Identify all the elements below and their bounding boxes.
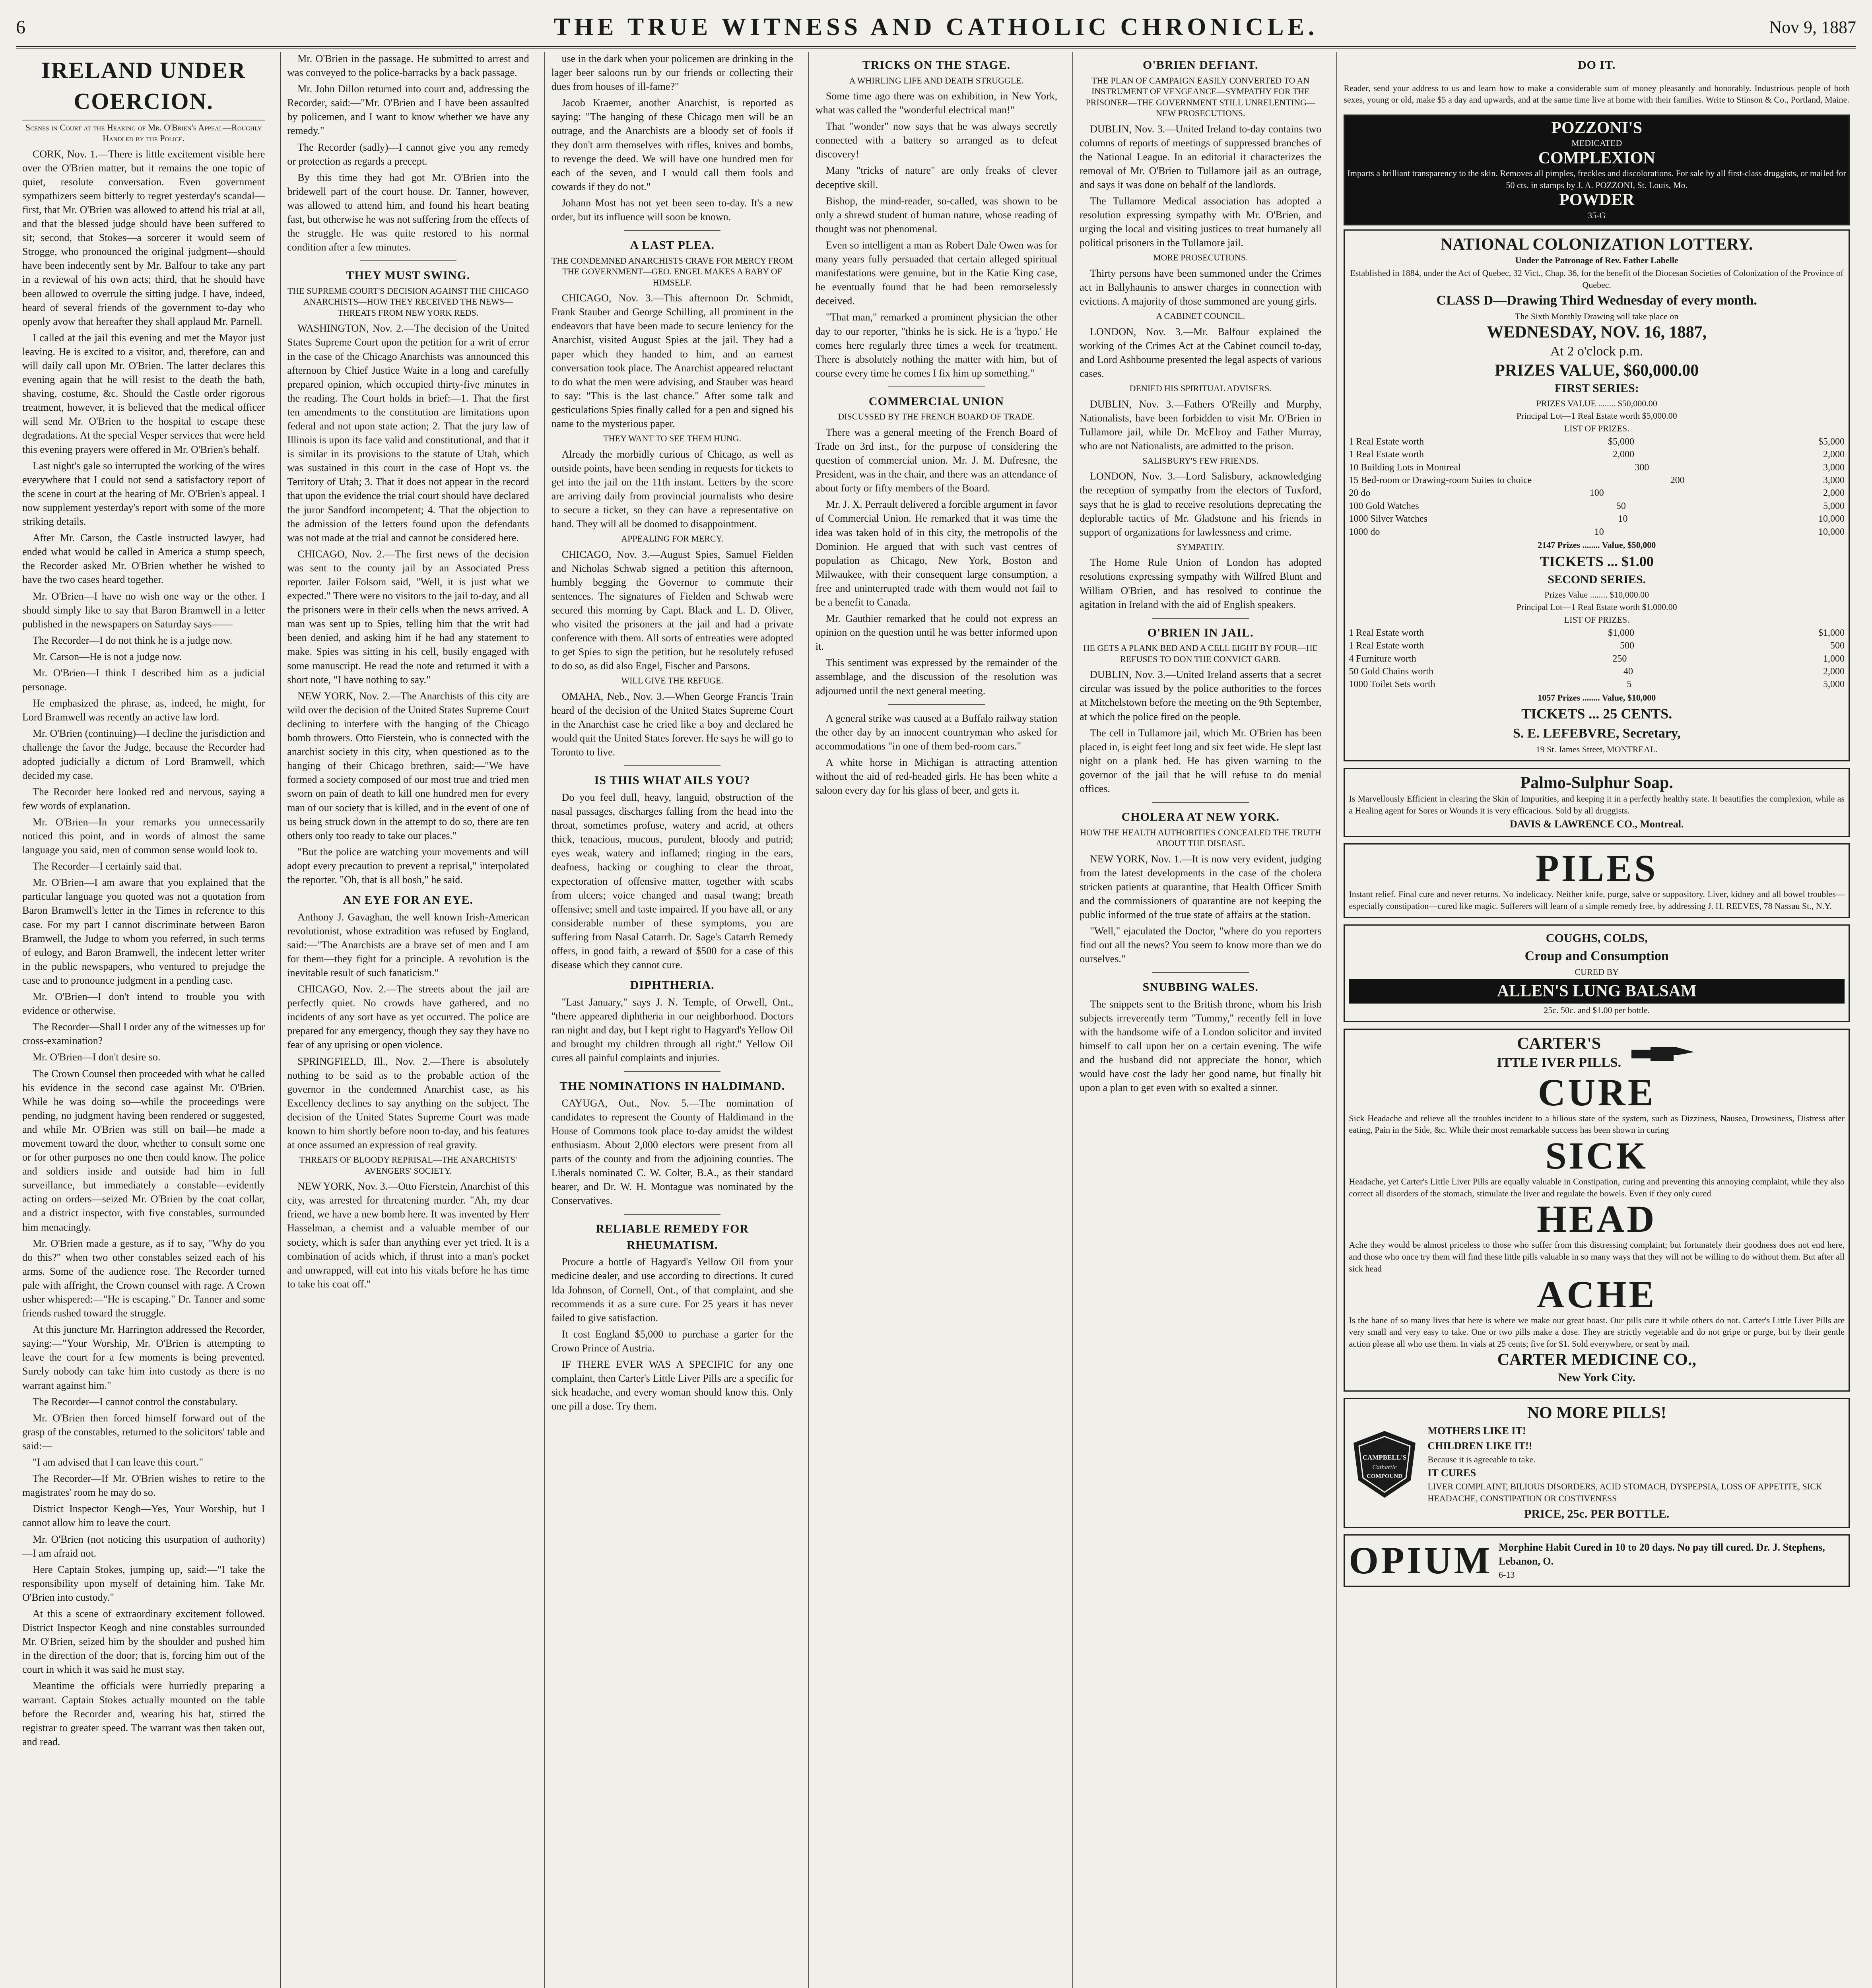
paragraph: "I am advised that I can leave this court." xyxy=(33,1456,204,1468)
article-body xyxy=(287,52,529,254)
piles-ad xyxy=(1344,843,1850,918)
paragraph: Mr. O'Brien—I am aware that you explained that the particular language you quoted was not a quotation from Baron Bramwell's letter in the Times in reference to this case. For my part I cannot discriminate between Baron Bramwell, the Judge to whom you referred, in such terms of eulogy, and Baron Bramwell, the indecent letter writer in the public newspapers, who ventured to prejudge the case and to pronounce judgment in a pending case. xyxy=(22,877,265,986)
campbells-shield-logo-icon xyxy=(1349,1429,1420,1500)
prize-label: 1 Real Estate worth xyxy=(1349,641,1424,651)
article-body xyxy=(1080,555,1321,611)
paragraph: The Recorder—I cannot control the constabulary. xyxy=(33,1396,238,1408)
paragraph: Here Captain Stokes, jumping up, said:—"I take the responsibility upon myself of detaining him. Take Mr. O'Brien into custody." xyxy=(22,1563,265,1603)
article-body xyxy=(816,425,1057,698)
prize-each: 5 xyxy=(1627,679,1632,690)
carter-ache: ACHE xyxy=(1537,1273,1657,1316)
paragraph: I called at the jail this evening and met the Mayor just leaving. He is excited to a visitor, and, therefore, can and will daily call upon Mr. O'Brien. The latter declares this evening again that he will resist to the death the bath, shaving, costume, &c. Should the Castle order rigorous treatment, however, it is believed that the medical officer will send Mr. O'Brien to the hospital to escape these degradations. At the special Vesper services that were held this evening prayers were offered in Mr. O'Brien's behalf. xyxy=(22,332,265,455)
subheadline: A WHIRLING LIFE AND DEATH STRUGGLE. xyxy=(849,75,1024,85)
prize-total: 2,000 xyxy=(1823,449,1845,460)
paragraph: The Tullamore Medical association has adopted a resolution expressing sympathy with Mr. O'Brien, and urging the local and visiting justices to treat humanely all political prisoners in the Tullamore jail. xyxy=(1080,195,1322,249)
subheadline: SYMPATHY. xyxy=(1177,542,1224,552)
divider xyxy=(624,1214,720,1215)
prize-label: 15 Bed-room or Drawing-room Suites to choice xyxy=(1349,475,1532,486)
advertisement-column xyxy=(1336,52,1856,1988)
prize-row xyxy=(1349,652,1845,665)
column-5 xyxy=(1072,52,1328,1988)
paragraph: Already the morbidly curious of Chicago, as well as outside points, have been sending in requests for tickets to get into the jail on the 11th instant. Letters by the score are arriving daily from provincial journalists who desire to secure a ticket, so they can have a representative on hand. They will all be doomed to disappointment. xyxy=(551,448,793,530)
paragraph: CAYUGA, Out., Nov. 5.—The nomination of candidates to represent the County of Haldimand in the House of Commons took place to-day amidst the wildest enthusiasm. About 2,000 electors were present from all parts of the county and from the adjoining counties. The Liberals nominated C. W. Colter, B.A., as their standard bearer, and Dr. W. H. Montague was nominated by the Conservatives. xyxy=(551,1097,793,1207)
logo-text-1: CAMPBELL'S xyxy=(1363,1453,1407,1461)
prize-each: 250 xyxy=(1612,653,1627,664)
prize-each: 500 xyxy=(1620,641,1635,651)
paragraph: The Recorder—I certainly said that. xyxy=(33,860,182,872)
paragraph: Mr. O'Brien—I don't desire so. xyxy=(33,1051,161,1063)
lottery-prizes: PRIZES VALUE, $60,000.00 xyxy=(1495,361,1699,380)
prize-label: 100 Gold Watches xyxy=(1349,501,1419,511)
divider xyxy=(624,230,720,231)
lottery-total-1: 2147 Prizes ........ Value, $50,000 xyxy=(1538,540,1656,550)
do-it-text: Reader, send your address to us and learn how to make a considerable sum of money pleasantly and honorably. Industrious people of both sexes, young or old, make $5 a day and upwards, and at the same time live at home with their families. Write to Stinson & Co., Portland, Maine. xyxy=(1344,83,1850,105)
prize-row xyxy=(1349,513,1845,525)
campbells-cathartic-ad xyxy=(1344,1398,1850,1528)
headline-rheumatism: RELIABLE REMEDY FOR RHEUMATISM. xyxy=(596,1222,749,1252)
article-body xyxy=(816,89,1057,380)
prize-total: 500 xyxy=(1830,641,1845,651)
subheadline: HOW THE HEALTH AUTHORITIES CONCEALED THE TRUTH ABOUT THE DISEASE. xyxy=(1080,827,1321,848)
paragraph: Last night's gale so interrupted the working of the wires everywhere that I could not send a satisfactory report of the scene in court at the hearing of Mr. O'Brien's appeal. I now supplement yesterday's report with some of the more striking details. xyxy=(22,460,265,528)
carter-brand: CARTER'S xyxy=(1517,1034,1601,1053)
paragraph: Many "tricks of nature" are only freaks of clever deceptive skill. xyxy=(815,165,1058,190)
paragraph: DUBLIN, Nov. 3.—United Ireland asserts that a secret circular was issued by the police authorities to the forces at Mitchelstown before the meeting on the 9th September, at which the police fired on the people. xyxy=(1080,669,1322,722)
subheadline: A CABINET COUNCIL. xyxy=(1156,311,1245,321)
prize-each: 50 xyxy=(1616,501,1626,511)
carter-company: CARTER MEDICINE CO., xyxy=(1497,1350,1696,1369)
divider xyxy=(624,1071,720,1072)
prize-label: 50 Gold Chains worth xyxy=(1349,666,1434,677)
article-body xyxy=(1080,469,1321,539)
paragraph: Mr. Gauthier remarked that he could not express an opinion on the question until he was better informed upon it. xyxy=(815,613,1058,652)
lottery-series-2: SECOND SERIES. xyxy=(1548,573,1646,586)
headline-cholera: CHOLERA AT NEW YORK. xyxy=(1121,810,1280,824)
pozzoni-code: 35-G xyxy=(1588,210,1606,220)
paragraph: CHICAGO, Nov. 2.—The streets about the jail are perfectly quiet. No crowds have gathered, and no incidents of any sort have as yet occurred. The police are prepared for any emergency, though they say they have no fear of any uprising or open violence. xyxy=(287,983,529,1051)
paragraph: The snippets sent to the British throne, whom his Irish subjects irreverently term "Tummy," recently fell in love with the handsome wife of a London solicitor and invited himself to call upon her on a certain evening. The wife and the husband did not appreciate the honor, which would have cost the lady her good name, but finally hit upon a plan to get even with so exalted a sinner. xyxy=(1080,998,1322,1094)
paragraph: Some time ago there was on exhibition, in New York, what was called the "wonderful electrical man!" xyxy=(815,90,1058,116)
pozzoni-name: POZZONI'S xyxy=(1551,118,1643,137)
prize-row xyxy=(1349,627,1845,639)
headline-obrien-defiant: O'BRIEN DEFIANT. xyxy=(1143,58,1258,72)
opium-cure-ad xyxy=(1344,1534,1850,1587)
column-4 xyxy=(808,52,1064,1988)
paragraph: Even so intelligent a man as Robert Dale Owen was for many years fully persuaded that certain alleged spiritual manifestations were genuine, but in the Katie King case, he eventually found that he had been remorselessly deceived. xyxy=(815,239,1058,307)
paragraph: "Well," ejaculated the Doctor, "where do you reporters find out all the news? You seem to know more than we do ourselves." xyxy=(1080,925,1322,965)
column-2 xyxy=(280,52,535,1988)
prize-total: 10,000 xyxy=(1818,526,1845,537)
palmo-maker: DAVIS & LAWRENCE CO., Montreal. xyxy=(1509,818,1684,830)
lottery-secretary: S. E. LEFEBVRE, Secretary, xyxy=(1513,726,1681,741)
page-number: 6 xyxy=(16,16,25,38)
article-body xyxy=(552,1096,793,1208)
prize-row xyxy=(1349,500,1845,513)
lottery-est: Established in 1884, under the Act of Quebec, 32 Vict., Chap. 36, for the benefit of the Diocesan Societies of Colonization of the Province of Quebec. xyxy=(1350,268,1844,290)
paragraph: The Home Rule Union of London has adopted resolutions expressing sympathy with Wilfred Blunt and William O'Brien, and has resolved to continue the agitation in Ireland with the aid of English speakers. xyxy=(1080,557,1322,610)
article-body xyxy=(1080,668,1321,796)
paragraph: NEW YORK, Nov. 2.—The Anarchists of this city are wild over the decision of the United States Supreme Court declining to interfere with the hanging of the Chicago bomb throwers. Otto Fierstein, who is connected with the anarchist society in this city, when questioned as to the hanging of their Chicago brethren, said:—"We have formed a society composed of our most true and tried men sworn on pain of death to kill one hundred men for every man of our society that is killed, and in the event of one of us being struck down in the attempt to do so, there are ten others only too ready to take our places." xyxy=(287,690,529,841)
paragraph: At this juncture Mr. Harrington addressed the Recorder, saying:—"Your Worship, Mr. O'Brien is attempting to leave the court for a few moments is being prevented. Surely nobody can take him into custody as there is no warrant against him." xyxy=(22,1324,265,1391)
prize-label: 10 Building Lots in Montreal xyxy=(1349,462,1461,473)
prize-row xyxy=(1349,461,1845,474)
prize-row xyxy=(1349,678,1845,691)
paragraph: CORK, Nov. 1.—There is little excitement visible here over the O'Brien matter, but it remains the one topic of quiet, resolute conversation. Even government sympathizers seem bitterly to regret yesterday's scandal—first, that Mr. O'Brien was allowed to attend his trial at all, and that the blessed judge should have been suffered to sit; second, that Stokes—a sorcerer it would seem of Strogge, who pronounced the original judgment—should have been indecently sent by Mr. Balfour to take any part in a reviewal of his own acts; third, that he should have been allowed to overrule the sitting judge. I have, indeed, heard of several friends of the government to-day who openly avow that hereafter they shall applaud Mr. Parnell. xyxy=(22,148,265,327)
paragraph: The Recorder—I do not think he is a judge now. xyxy=(33,634,233,646)
divider xyxy=(1152,618,1249,619)
column-3 xyxy=(544,52,800,1988)
lottery-list-title-2: LIST OF PRIZES. xyxy=(1564,615,1629,625)
prize-row xyxy=(1349,487,1845,499)
prize-row xyxy=(1349,448,1845,461)
subheadline: SALISBURY'S FEW FRIENDS. xyxy=(1142,455,1259,466)
article-body xyxy=(552,689,793,759)
palmo-title: Palmo-Sulphur Soap. xyxy=(1520,773,1673,792)
headline-what-ails-you: IS THIS WHAT AILS YOU? xyxy=(594,774,750,787)
palmo-body: Is Marvellously Efficient in clearing the Skin of Impurities, and keeping it in a perfectly healthy state. It beautifies the complexion, while as a Healing agent for Sores or Wounds it is very efficacious. Sold by all druggists. xyxy=(1349,793,1845,815)
carter-sick: SICK xyxy=(1545,1134,1649,1177)
lottery-total-2: 1057 Prizes ........ Value, $10,000 xyxy=(1538,692,1656,703)
article-body xyxy=(552,447,793,531)
article-body xyxy=(1080,122,1321,250)
pozzoni-word: COMPLEXION xyxy=(1538,149,1655,167)
paragraph: CHICAGO, Nov. 2.—The first news of the decision was sent to the county jail by an Associated Press reporter. Jailer Folsom said, "Well, it is just what we expected." There were no visitors to the jail to-day, and all the prisoners were in their cells when the news arrived. A man was sent up to Spies, telling him that the writ had been denied, and asking him if he had any statement to make. Spies was sitting in his cell, busily engaged with some manuscript. He read the note and returned it with a short note, "I have nothing to say." xyxy=(287,548,529,685)
divider xyxy=(624,765,720,766)
allen-line-3: CURED BY xyxy=(1575,967,1619,977)
subheadline: THE SUPREME COURT'S DECISION AGAINST THE CHICAGO ANARCHISTS—HOW THEY RECEIVED THE NEWS—THREATS FROM NEW YORK REDS. xyxy=(287,285,529,318)
paragraph: WASHINGTON, Nov. 2.—The decision of the United States Supreme Court upon the petition for a writ of error in the case of the Chicago Anarchists was announced this afternoon by Chief Justice Waite in a long and carefully prepared opinion, which occupied thirty-five minutes in the reading. The Court holds in brief:—1. That the first ten amendments to the constitution are limitations upon federal and not upon state action; 2. That the jury law of Illinois is upon its face valid and constitutional, and that it is similar in its provisions to the statute of Utah, which was sustained in this court in the case of Hopt vs. the Territory of Utah; 3. That it does not appear in the record that upon the evidence the trial court should have declared the juror Sandford incompetent; 4. That the objection to the admission of the letters found upon the defendants was not made at the trial and cannot be considered here. xyxy=(287,322,529,544)
prize-row xyxy=(1349,526,1845,538)
paragraph: CHICAGO, Nov. 3.—This afternoon Dr. Schmidt, Frank Stauber and George Schilling, all prominent in the endeavors that have been made to secure leniency for the Anarchist, visited August Spies at the jail. They had a paper which they handed to him, and an earnest conversation took place. The Anarchist appeared reluctant to do what the men were advising, and Stauber was heard to say: "This is the last chance." After some talk and gesticulations Spies finally called for a pen and signed his name to the mysterious paper. xyxy=(551,292,793,429)
prize-list-1 xyxy=(1349,435,1845,538)
prize-label: 20 do xyxy=(1349,488,1371,499)
subheadline: THE CONDEMNED ANARCHISTS CRAVE FOR MERCY FROM THE GOVERNMENT—GEO. ENGEL MAKES A BABY OF HIMSELF. xyxy=(551,255,793,287)
article-body xyxy=(552,790,793,972)
lottery-date: WEDNESDAY, NOV. 16, 1887, xyxy=(1487,323,1707,342)
paragraph: CHICAGO, Nov. 3.—August Spies, Samuel Fielden and Nicholas Schwab signed a petition this afternoon, humbly begging the Governor to commute their sentences. The signatures of Fielden and Schwab were secured this morning by Capt. Black and L. D. Oliver, who visited the prisoners at the jail and had a private conference with them. All sorts of entreaties were adopted to get Spies to sign the petition, but he resolutely refused to do so, as did also Engel, Fischer and Parsons. xyxy=(551,548,793,672)
pointing-hand-icon xyxy=(1629,1039,1697,1067)
newspaper-title: THE TRUE WITNESS AND CATHOLIC CHRONICLE. xyxy=(553,13,1319,41)
prize-total: $1,000 xyxy=(1818,627,1845,638)
lottery-tickets-2: TICKETS ... 25 CENTS. xyxy=(1521,706,1672,722)
divider xyxy=(360,260,456,261)
campbell-line-3: Because it is agreeable to take. xyxy=(1427,1454,1536,1464)
prize-label: 1000 do xyxy=(1349,526,1380,537)
opium-body: Morphine Habit Cured in 10 to 20 days. No pay till cured. Dr. J. Stephens, Lebanon, O. xyxy=(1499,1541,1825,1567)
prize-total: $5,000 xyxy=(1818,436,1845,447)
lottery-ad xyxy=(1344,229,1850,761)
article-body xyxy=(816,711,1057,798)
campbell-line-5: LIVER COMPLAINT, BILIOUS DISORDERS, ACID STOMACH, DYSPEPSIA, LOSS OF APPETITE, SICK HEADACHE, CONSTIPATION OR COSTIVENESS xyxy=(1427,1481,1822,1504)
headline-eye-for-eye: AN EYE FOR AN EYE. xyxy=(343,893,474,907)
paragraph: DUBLIN, Nov. 3.—Fathers O'Reilly and Murphy, Nationalists, have been forbidden to visit Mr. O'Brien in Tullamore jail, while Dr. McElroy and Father Murray, who are not Nationalists, are admitted to the prison. xyxy=(1080,398,1322,452)
article-body xyxy=(1080,997,1321,1095)
subheadline: THREATS OF BLOODY REPRISAL—THE ANARCHISTS' AVENGERS' SOCIETY. xyxy=(299,1155,517,1176)
prize-row xyxy=(1349,435,1845,448)
carter-cure: CURE xyxy=(1538,1071,1656,1114)
paragraph: use in the dark when your policemen are drinking in the lager beer saloons run by our friends or collecting their dues from houses of ill-fame?" xyxy=(551,53,793,93)
divider xyxy=(1152,802,1249,803)
carter-ache-text: Is the bane of so many lives that here is where we make our great boast. Our pills cure it while others do not. Carter's Little Liver Pills are very small and very easy to take. One or two pills make a dose. They are strictly vegetable and do not gripe or purge, but by their gentle action please all who use them. In vials at 25 cents; five for $1. Sold everywhere, or sent by mail. xyxy=(1349,1315,1845,1349)
lottery-series-1: FIRST SERIES: xyxy=(1554,382,1639,395)
lottery-p3: Prizes Value ........ $10,000.00 xyxy=(1544,589,1649,600)
lottery-list-title: LIST OF PRIZES. xyxy=(1564,423,1629,434)
subheadline: THEY WANT TO SEE THEM HUNG. xyxy=(603,433,742,444)
article-body xyxy=(552,547,793,673)
paragraph: Mr. O'Brien made a gesture, as if to say, "Why do you do this?" when two other constables seized each of his arms. Some of the audience rose. The Recorder turned pale with affright, the Crown counsel with rage. A Crown usher whispered:—"He is escaping." Dr. Tanner and some friends rushed toward the struggle. xyxy=(22,1237,265,1319)
pozzoni-kind: MEDICATED xyxy=(1571,138,1622,148)
paragraph: He emphasized the phrase, as, indeed, he might, for Lord Bramwell was recently an active law lord. xyxy=(22,697,265,723)
prize-label: 1 Real Estate worth xyxy=(1349,436,1424,447)
paragraph: Mr. J. X. Perrault delivered a forcible argument in favor of Commercial Union. He remarked that it was time the idea was taken hold of in this city, the metropolis of the Dominion. He argued that with such vast centres of population as Chicago, New York, Boston and Milwaukee, with their consequent large consumption, a free and uninterrupted trade with them would not fail to be a benefit to Canada. xyxy=(815,499,1058,608)
lottery-class: CLASS D—Drawing Third Wednesday of every month. xyxy=(1436,293,1757,308)
prize-row xyxy=(1349,665,1845,678)
article-body xyxy=(1080,325,1321,381)
prize-each: $1,000 xyxy=(1608,627,1635,638)
prize-label: 4 Furniture worth xyxy=(1349,653,1416,664)
prize-each: 200 xyxy=(1670,475,1685,486)
opium-word: OPIUM xyxy=(1349,1539,1493,1582)
prize-total: 2,000 xyxy=(1823,488,1845,499)
allen-line-5: 25c. 50c. and $1.00 per bottle. xyxy=(1544,1005,1650,1015)
article-body xyxy=(552,1255,793,1413)
headline-last-plea: A LAST PLEA. xyxy=(630,239,715,252)
campbell-price: PRICE, 25c. PER BOTTLE. xyxy=(1524,1507,1670,1520)
headline-obrien-in-jail: O'BRIEN IN JAIL. xyxy=(1147,626,1254,639)
paragraph: Mr. O'Brien then forced himself forward out of the grasp of the constables, returned to the solicitors' table and said:— xyxy=(22,1412,265,1452)
columns xyxy=(16,52,1856,1988)
paragraph: By this time they had got Mr. O'Brien into the bridewell part of the court house. Dr. Tanner, however, was allowed to attend him, and found his heart beating fast, but otherwise he was not suffering from the effects of the struggle. He was quite restored to his normal condition after a few minutes. xyxy=(287,171,529,253)
headline-snubbing-wales: SNUBBING WALES. xyxy=(1142,980,1258,994)
subheadline: MORE PROSECUTIONS. xyxy=(1153,252,1248,263)
lottery-p4: Principal Lot—1 Real Estate worth $1,000.00 xyxy=(1516,602,1677,612)
carter-brand-2: ITTLE IVER PILLS. xyxy=(1497,1055,1621,1070)
paragraph: Jacob Kraemer, another Anarchist, is reported as saying: "The hanging of these Chicago men will be an outrage, and the Anarchists are a bloody set of fools if they don't arm themselves with rifles, knives and bombs, to revenge the deed. We will have one hundred men for each of the seven, and I would call them fools and cowards if they do not." xyxy=(551,97,793,192)
headline-do-it: DO IT. xyxy=(1577,58,1616,72)
prize-total: 1,000 xyxy=(1823,653,1845,664)
prize-label: 1 Real Estate worth xyxy=(1349,449,1424,460)
prize-each: $5,000 xyxy=(1608,436,1635,447)
article-body xyxy=(22,147,265,1749)
headline-ireland-under-coercion: IRELAND UNDER COERCION. xyxy=(22,55,265,120)
paragraph: A white horse in Michigan is attracting attention without the aid of red-headed girls. He has been white a saloon every day for his glass of beer, and gets it. xyxy=(815,756,1058,796)
paragraph: District Inspector Keogh—Yes, Your Worship, but I cannot allow him to leave the court. xyxy=(22,1503,265,1529)
subheadline: THE PLAN OF CAMPAIGN EASILY CONVERTED TO AN INSTRUMENT OF VENGEANCE—SYMPATHY FOR THE PRISONER—THE GOVERNMENT STILL UNRELENTING—NEW PROSECUTIONS. xyxy=(1086,75,1316,118)
allens-lung-balsam-ad xyxy=(1344,924,1850,1022)
paragraph: IF THERE EVER WAS A SPECIFIC for any one complaint, then Carter's Little Liver Pills are a specific for sick headache, and every woman should know this. Only one pill a dose. Try them. xyxy=(551,1359,793,1412)
paragraph: At this a scene of extraordinary excitement followed. District Inspector Keogh and nine constables surrounded Mr. O'Brien, seized him by the shoulder and pushed him in the direction of the door; that is, forcing him out of the court in which it was said he must stay. xyxy=(22,1607,265,1675)
issue-date: Nov 9, 1887 xyxy=(1769,17,1856,37)
article-body xyxy=(287,1179,529,1291)
prize-each: 10 xyxy=(1618,514,1628,524)
prize-label: 1000 Toilet Sets worth xyxy=(1349,679,1435,690)
subheadline: WILL GIVE THE REFUGE. xyxy=(621,676,724,686)
prize-each: 40 xyxy=(1623,666,1633,677)
subheadline: APPEALING FOR MERCY. xyxy=(621,534,724,544)
opium-code: 6-13 xyxy=(1499,1570,1515,1580)
prize-row xyxy=(1349,474,1845,487)
headline-they-must-swing: THEY MUST SWING. xyxy=(346,269,470,282)
carters-pills-ad xyxy=(1344,1029,1850,1392)
pozzoni-tag: Imparts a brilliant transparency to the skin. Removes all pimples, freckles and discolorations. For sale by all first-class druggists, or mailed for 50 cts. in stamps by J. A. POZZONI, St. Louis, Mo. xyxy=(1347,168,1846,190)
campbell-line-2: CHILDREN LIKE IT!! xyxy=(1427,1440,1532,1452)
prize-total: 5,000 xyxy=(1823,679,1845,690)
paragraph: Mr. O'Brien—I have no wish one way or the other. I should simply like to say that Baron Bramwell in a letter published in the newspapers on Saturday says—— xyxy=(22,590,265,630)
paragraph: The Recorder—If Mr. O'Brien wishes to retire to the magistrates' room he may do so. xyxy=(22,1473,265,1499)
prize-row xyxy=(1349,639,1845,652)
lottery-address: 19 St. James Street, MONTREAL. xyxy=(1536,744,1658,754)
paragraph: "But the police are watching your movements and will adopt every precaution to prevent a reprisal," interpolated the reporter. "Oh, that is all bosh," he said. xyxy=(287,846,529,885)
paragraph: Mr. O'Brien (not noticing this usurpation of authority)—I am afraid not. xyxy=(22,1533,265,1559)
logo-text-3: COMPOUND xyxy=(1367,1473,1403,1479)
pozzoni-word2: POWDER xyxy=(1559,191,1635,210)
paragraph: Mr. O'Brien—I don't intend to trouble you with evidence or otherwise. xyxy=(22,991,265,1017)
prize-label: 1000 Silver Watches xyxy=(1349,514,1428,524)
divider xyxy=(888,704,985,705)
article-body xyxy=(287,321,529,887)
paragraph: There was a general meeting of the French Board of Trade on 3rd inst., for the purpose of considering the question of commercial union. Mr. J. M. Dufresne, the President, was in the chair, and there was an attendance of about forty or fifty members of the Board. xyxy=(815,426,1058,494)
lottery-title: NATIONAL COLONIZATION LOTTERY. xyxy=(1440,235,1753,254)
prize-total: 3,000 xyxy=(1823,475,1845,486)
allen-line-2: Croup and Consumption xyxy=(1524,949,1669,964)
paragraph: "Last January," says J. N. Temple, of Orwell, Ont., "there appeared diphtheria in our neighborhood. Doctors ran night and day, but I kept right to Hagyard's Yellow Oil and brought my children through all right." Yellow Oil cures all painful complaints and injuries. xyxy=(551,996,793,1064)
carter-sick-text: Headache, yet Carter's Little Liver Pills are equally valuable in Constipation, curing and preventing this annoying complaint, while they also correct all disorders of the stomach, stimulate the liver and regulate the bowels. Even if they only cured xyxy=(1349,1176,1845,1198)
paragraph: Johann Most has not yet been seen to-day. It's a new order, but its influence will soon be known. xyxy=(551,197,793,223)
allen-line-4: ALLEN'S LUNG BALSAM xyxy=(1349,979,1845,1004)
paragraph: DUBLIN, Nov. 3.—United Ireland to-day contains two columns of reports of meetings of suppressed branches of the National League. In an editorial it characterizes the removal of Mr. O'Brien to Tullamore jail as an outrage, and says it was done on behalf of the landlords. xyxy=(1080,123,1322,190)
paragraph: OMAHA, Neb., Nov. 3.—When George Francis Train heard of the decision of the United States Supreme Court in the Anarchist case he cried like a boy and declared he would quit the United States forever. He says he will go to Toronto to live. xyxy=(551,690,793,758)
paragraph: Mr. Carson—He is not a judge now. xyxy=(33,650,182,662)
headline-nominations: THE NOMINATIONS IN HALDIMAND. xyxy=(559,1079,785,1093)
article-body xyxy=(287,910,529,1152)
paragraph: NEW YORK, Nov. 1.—It is now very evident, judging from the latest developments in the case of the cholera stricken patients at quarantine, that Health Officer Smith and the commissioners of quarantine are not keeping the public informed of the true state of affairs at the station. xyxy=(1080,853,1322,920)
piles-body: Instant relief. Final cure and never returns. No indelicacy. Neither knife, purge, salve or suppository. Liver, kidney and all bowel troubles—especially constipation—cured like magic. Sufferers will learn of a simple remedy free, by addressing J. H. REEVES, 78 Nassau St., N.Y. xyxy=(1349,889,1845,911)
subheadline: Scenes in Court at the Hearing of Mr. O'Brien's Appeal—Roughly Handled by the Police. xyxy=(25,122,262,144)
paragraph: SPRINGFIELD, Ill., Nov. 2.—There is absolutely nothing to be said as to the probable action of the governor in the condemned Anarchist case, as his Excellency declines to say anything on the subject. The decision of the United States Supreme Court was made known to him shortly before noon to-day, and his features at once assumed an expression of real gravity. xyxy=(287,1055,529,1151)
paragraph: Meantime the officials were hurriedly preparing a warrant. Captain Stokes actually mounted on the table before the Recorder and, wearing his hat, stirred the registrar to greater speed. The warrant was then taken out, and read. xyxy=(22,1680,265,1747)
divider xyxy=(888,386,985,387)
paragraph: NEW YORK, Nov. 3.—Otto Fierstein, Anarchist of this city, was arrested for threatening murder. "Ah, my dear friend, we have a new bomb here. It was invented by Herr Hasselman, a chemist and a valuable member of our society, which is safer than anything ever yet tried. It is a combination of acids which, if thrust into a man's pocket and unwrapped, will eat into his vitals before he has time to take his coat off." xyxy=(287,1180,529,1290)
carter-head-text: Ache they would be almost priceless to those who suffer from this distressing complaint; but fortunately their goodness does not end here, and those who once try them will find these little pills valuable in so many ways that they will not be willing to do without them. But after all sick head xyxy=(1349,1240,1845,1274)
lottery-time: At 2 o'clock p.m. xyxy=(1550,344,1643,359)
paragraph: Do you feel dull, heavy, languid, obstruction of the nasal passages, discharges falling from the head into the throat, sometimes profuse, watery and acrid, at others thick, tenacious, mucous, purulent, bloody and putrid; eyes weak, watery and inflamed; ringing in the ears, deafness, hacking or coughing to clear the throat, expectoration of offensive matter, together with scabs from ulcers; voice changed and nasal twang; breath offensive; smell and taste impaired. If you have all, or any considerable number of these symptoms, you are suffering from Nasal Catarrh. Dr. Sage's Catarrh Remedy offers, in good faith, a reward of $500 for a case of this disease which they cannot cure. xyxy=(551,791,793,971)
paragraph: Mr. John Dillon returned into court and, addressing the Recorder, said:—"Mr. O'Brien and I have been assaulted by policemen, and I want to know whether we have any remedy." xyxy=(287,83,529,137)
article-body xyxy=(1080,852,1321,966)
paragraph: Mr. O'Brien in the passage. He submitted to arrest and was conveyed to the police-barracks by a back passage. xyxy=(287,53,529,79)
paragraph: Mr. O'Brien—In your remarks you unnecessarily noticed this point, and in words of almost the same language you said, men of common sense would look to. xyxy=(22,816,265,856)
paragraph: Procure a bottle of Hagyard's Yellow Oil from your medicine dealer, and use according to directions. It cured Ida Johnson, of Cornell, Ont., of that complaint, and she recommends it as a sure cure. For 25 years it has never failed to give satisfaction. xyxy=(551,1256,793,1324)
carter-cure-text: Sick Headache and relieve all the troubles incident to a bilious state of the system, such as Dizziness, Nausea, Drowsiness, Distress after eating, Pain in the Side, &c. While their most remarkable success has been shown in curing xyxy=(1349,1113,1845,1135)
headline-tricks-on-stage: TRICKS ON THE STAGE. xyxy=(862,58,1011,72)
prize-total: 10,000 xyxy=(1818,514,1845,524)
prize-total: 5,000 xyxy=(1823,501,1845,511)
lottery-next: The Sixth Monthly Drawing will take place on xyxy=(1515,311,1679,322)
prize-total: 2,000 xyxy=(1823,666,1845,677)
paragraph: A general strike was caused at a Buffalo railway station the other day by an innocent countryman who asked for accommodations "in one of them bed-room cars." xyxy=(815,712,1058,752)
paragraph: That "wonder" now says that he was always secretly connected with a battery so arranged as to defeat discovery! xyxy=(815,120,1058,160)
article-body xyxy=(552,291,793,431)
paragraph: Mr. O'Brien (continuing)—I decline the jurisdiction and challenge the favor the Judge, because the Recorder had adopted judicially a dictum of Lord Bramwell, which decided my case. xyxy=(22,728,265,781)
prize-each: 10 xyxy=(1594,526,1604,537)
carter-head: HEAD xyxy=(1537,1198,1657,1241)
campbell-line-1: MOTHERS LIKE IT! xyxy=(1427,1425,1526,1437)
paragraph: The Crown Counsel then proceeded with what he called his evidence in the second case against Mr. O'Brien. While he was doing so—while the proceedings were pending, no judgment having been rendered or suggested, and while Mr. O'Brien was still on bail—he made a movement toward the door, whether to consult some one or for other purposes no one then could know. The police and soldiers inside and outside had him in full surveillance, but immediately a constable—evidently acting on orders—seized Mr. O'Brien by the coat collar, and a district inspector, with five constables, surrounded him menacingly. xyxy=(22,1068,265,1233)
paragraph: Mr. O'Brien—I think I described him as a judicial personage. xyxy=(22,667,265,693)
paragraph: Bishop, the mind-reader, so-called, was shown to be only a shrewd student of human nature, whose reading of thought was not phenomenal. xyxy=(815,195,1058,235)
paragraph: Thirty persons have been summoned under the Crimes act in Ballyhaunis to answer charges in connection with evictions. A majority of those summoned are young girls. xyxy=(1080,267,1322,307)
headline-commercial-union: COMMERCIAL UNION xyxy=(868,394,1004,408)
headline-diphtheria: DIPHTHERIA. xyxy=(630,978,715,992)
prize-total: 3,000 xyxy=(1823,462,1845,473)
paragraph: The cell in Tullamore jail, which Mr. O'Brien has been placed in, is eight feet long and six feet wide. He slept last night on a plank bed. He has given warning to the governor of the jail that he will refuse to do menial offices. xyxy=(1080,727,1322,794)
campbell-title: NO MORE PILLS! xyxy=(1527,1404,1666,1423)
carter-city: New York City. xyxy=(1558,1371,1636,1384)
allen-line-1: COUGHS, COLDS, xyxy=(1546,931,1648,945)
lottery-tickets-1: TICKETS ... $1.00 xyxy=(1540,553,1654,569)
logo-text-2: Cathartic xyxy=(1372,1464,1397,1471)
prize-each: 2,000 xyxy=(1613,449,1635,460)
paragraph: "That man," remarked a prominent physician the other day to our reporter, "thinks he is sick. He is a 'hypo.' He comes here regularly three times a week for treatment. There is absolutely nothing the matter with him, but of course every time he comes I fix him up something." xyxy=(815,311,1058,379)
divider xyxy=(1152,972,1249,973)
paragraph: It cost England $5,000 to purchase a garter for the Crown Prince of Austria. xyxy=(551,1328,793,1354)
subheadline: DISCUSSED BY THE FRENCH BOARD OF TRADE. xyxy=(838,412,1035,422)
paragraph: LONDON, Nov. 3.—Lord Salisbury, acknowledging the reception of sympathy from the electors of Tuxford, says that he is glad to receive resolutions deprecating the deplorable tactics of Mr. Gladstone and his friends in support of organizations for lawlessness and crime. xyxy=(1080,470,1322,538)
article-body xyxy=(552,52,793,224)
palmo-sulphur-ad xyxy=(1344,768,1850,837)
campbell-line-4: IT CURES xyxy=(1427,1467,1476,1479)
prize-label: 1 Real Estate worth xyxy=(1349,627,1424,638)
paragraph: LONDON, Nov. 3.—Mr. Balfour explained the working of the Crimes Act at the Cabinet council to-day, and Lord Ashbourne presented the legal aspects of various cases. xyxy=(1080,326,1322,379)
prize-list-2 xyxy=(1349,627,1845,691)
article-body xyxy=(552,995,793,1065)
column-1 xyxy=(16,52,271,1988)
article-body xyxy=(1080,397,1321,453)
article-body xyxy=(1080,266,1321,308)
paragraph: The Recorder—Shall I order any of the witnesses up for cross-examination? xyxy=(22,1021,265,1047)
subheadline: DENIED HIS SPIRITUAL ADVISERS. xyxy=(1129,383,1272,393)
lottery-p1: PRIZES VALUE ........ $50,000.00 xyxy=(1536,398,1657,408)
paragraph: The Recorder here looked red and nervous, saying a few words of explanation. xyxy=(22,786,265,812)
piles-title: PILES xyxy=(1535,847,1658,890)
paragraph: This sentiment was expressed by the remainder of the assemblage, and the discussion of the resolution was adjourned until the next general meeting. xyxy=(815,657,1058,697)
lottery-p2: Principal Lot—1 Real Estate worth $5,000.00 xyxy=(1516,411,1677,421)
masthead xyxy=(16,8,1856,49)
pozzoni-ad xyxy=(1344,115,1850,225)
lottery-patron: Under the Patronage of Rev. Father Labelle xyxy=(1515,255,1678,266)
paragraph: Anthony J. Gavaghan, the well known Irish-American revolutionist, whose extradition was refused by England, said:—"The Anarchists are a brave set of men and I am for them—they fight for a principle. A revolution is the inevitable result of such fanaticism." xyxy=(287,911,529,978)
prize-each: 100 xyxy=(1589,488,1604,499)
paragraph: After Mr. Carson, the Castle instructed lawyer, had ended what would be called in America a stump speech, the Recorder asked Mr. O'Brien whether he wished to have the two cases heard together. xyxy=(22,532,265,586)
subheadline: HE GETS A PLANK BED AND A CELL EIGHT BY FOUR—HE REFUSES TO DON THE CONVICT GARB. xyxy=(1083,643,1318,664)
prize-each: 300 xyxy=(1635,462,1649,473)
paragraph: The Recorder (sadly)—I cannot give you any remedy or protection as regards a precept. xyxy=(287,141,529,167)
